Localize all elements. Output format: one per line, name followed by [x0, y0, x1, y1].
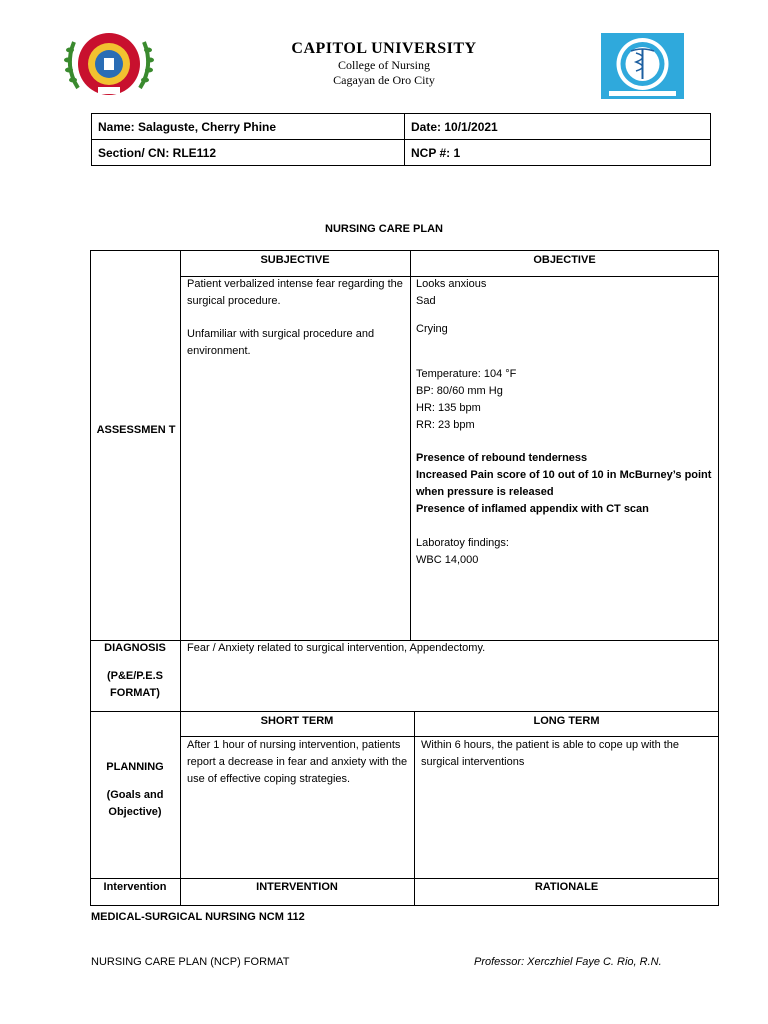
student-info-table — [91, 113, 711, 166]
objective-crying: Crying — [416, 323, 448, 335]
label-column-divider — [180, 250, 181, 906]
plan-title: NURSING CARE PLAN — [325, 223, 443, 235]
finding-pain-score: Increased Pain score of 10 out of 10 in McBurney’s point when pressure is released — [416, 469, 712, 498]
long-term-goal: Within 6 hours, the patient is able to cope up with the surgical interventions — [421, 739, 680, 768]
subjective-header: SUBJECTIVE — [260, 254, 330, 266]
vital-rr: RR: 23 bpm — [416, 419, 475, 431]
objective-sad: Sad — [416, 295, 436, 307]
date-field: Date: 10/1/2021 — [405, 114, 711, 140]
planning-sub: (Goals and Objective) — [106, 789, 164, 818]
finding-rebound: Presence of rebound tenderness — [416, 452, 588, 464]
vital-temperature: Temperature: 104 °F — [416, 368, 517, 380]
short-term-header: SHORT TERM — [260, 715, 334, 727]
planning-divider — [414, 711, 415, 906]
finding-appendix: Presence of inflamed appendix with CT scan — [416, 503, 649, 515]
student-name: Name: Salaguste, Cherry Phine — [92, 114, 405, 140]
footer-format: NURSING CARE PLAN (NCP) FORMAT — [91, 956, 290, 968]
lab-label: Laboratoy findings: — [416, 537, 509, 549]
university-name: CAPITOL UNIVERSITY — [291, 40, 477, 57]
subjective-item-2: Unfamiliar with surgical procedure and environment. — [187, 328, 375, 357]
diagnosis-format: (P&E/P.E.S FORMAT) — [106, 670, 164, 699]
objective-looks-anxious: Looks anxious — [416, 278, 487, 290]
subjective-item-1: Patient verbalized intense fear regarding the surgical procedure. — [187, 278, 403, 307]
footer-professor: Professor: Xerczhiel Faye C. Rio, R.N. — [474, 956, 662, 968]
college-name: College of Nursing — [338, 58, 430, 72]
diagnosis-label: DIAGNOSIS — [104, 642, 166, 654]
vital-hr: HR: 135 bpm — [416, 402, 481, 414]
city-name: Cagayan de Oro City — [333, 73, 435, 87]
section-field: Section/ CN: RLE112 — [92, 140, 405, 166]
long-term-header: LONG TERM — [533, 715, 600, 727]
rationale-header: RATIONALE — [534, 881, 599, 893]
assessment-divider — [410, 250, 411, 640]
objective-header: OBJECTIVE — [533, 254, 596, 266]
intervention-header: INTERVENTION — [256, 881, 338, 893]
vital-bp: BP: 80/60 mm Hg — [416, 385, 503, 397]
planning-label: PLANNING — [106, 761, 164, 773]
lab-value: WBC 14,000 — [416, 554, 479, 566]
short-term-goal: After 1 hour of nursing intervention, patients report a decrease in fear and anxiety with the use of effective coping strategies. — [187, 739, 408, 785]
footer-course: MEDICAL-SURGICAL NURSING NCM 112 — [91, 911, 305, 923]
assessment-label: ASSESSMEN T — [96, 424, 176, 436]
ncp-number: NCP #: 1 — [405, 140, 711, 166]
diagnosis-text: Fear / Anxiety related to surgical intervention, Appendectomy. — [187, 642, 486, 654]
intervention-label: Intervention — [103, 881, 167, 893]
